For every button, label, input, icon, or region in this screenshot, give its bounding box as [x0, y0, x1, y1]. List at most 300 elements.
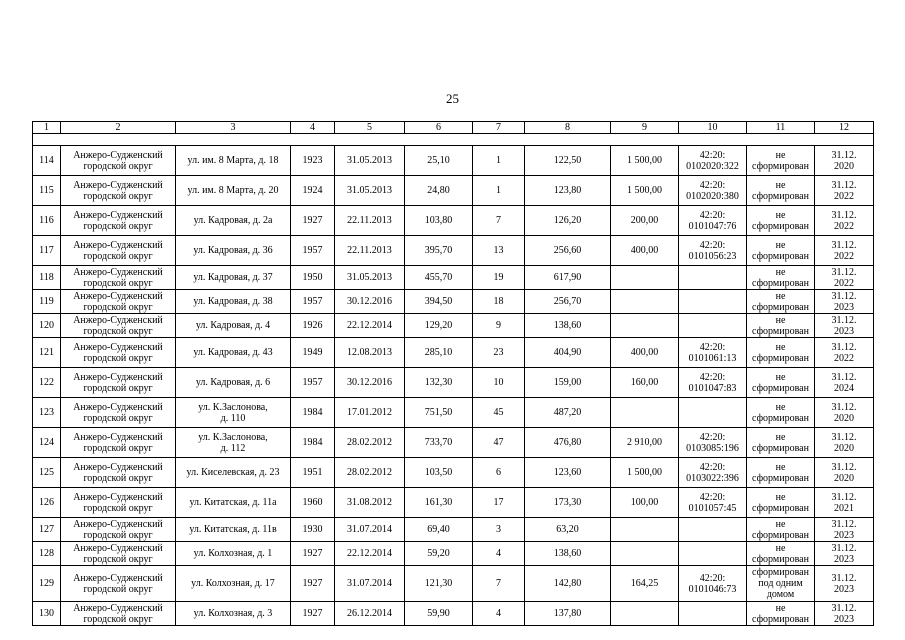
cost-cell: 1 500,00: [611, 458, 679, 488]
municipality-cell-line: городской округ: [83, 352, 153, 364]
status-cell: [747, 518, 815, 542]
address-cell: [176, 176, 291, 206]
cadastral-number-cell: [679, 518, 747, 542]
year-cell: 1927: [291, 206, 335, 236]
cost-cell: 100,00: [611, 488, 679, 518]
status-cell-line: сформирован: [752, 325, 809, 337]
residents-cell: 1: [473, 146, 525, 176]
address-cell-line: ул. им. 8 Марта, д. 20: [187, 185, 279, 196]
status-cell-line: сформирован: [752, 472, 809, 484]
area-cell: 285,10: [405, 338, 473, 368]
table-row: [33, 266, 874, 290]
address-cell: [176, 488, 291, 518]
address-cell: [176, 602, 291, 626]
cost-cell: 1 500,00: [611, 146, 679, 176]
cost-cell: 1 500,00: [611, 176, 679, 206]
municipality-cell: [61, 488, 176, 518]
cadastral-number-cell: [679, 566, 747, 602]
status-cell-line: домом: [766, 589, 795, 600]
address-cell-line: д. 110: [220, 412, 246, 424]
municipality-cell-line: Анжеро-Судженский: [73, 518, 163, 530]
deadline-cell-line: 31.12.: [831, 149, 857, 161]
address-cell: [176, 146, 291, 176]
cadastral-number-cell: [679, 176, 747, 206]
table-row: [33, 338, 874, 368]
status-cell-line: сформирован: [752, 190, 809, 202]
status-cell-line: сформирован: [752, 529, 809, 541]
deadline-cell-line: 31.12.: [831, 179, 857, 191]
municipality-cell-line: Анжеро-Судженский: [73, 491, 163, 503]
address-cell-line: ул. К.Заслонова,: [198, 401, 268, 413]
row-number-cell: 120: [33, 314, 61, 338]
municipality-cell-line: Анжеро-Судженский: [73, 572, 163, 584]
deadline-cell-line: 2023: [834, 583, 854, 595]
cadastral-number-cell-line: 42:20:: [699, 149, 726, 161]
status-cell-line: не: [775, 314, 786, 326]
deadline-cell-line: 2020: [834, 160, 854, 172]
status-cell: [747, 458, 815, 488]
municipality-cell-line: городской округ: [83, 412, 153, 424]
deadline-cell-line: 2023: [834, 529, 854, 541]
cadastral-number-cell-line: 42:20:: [699, 371, 726, 383]
deadline-cell-line: 31.12.: [831, 266, 857, 278]
area2-cell: 123,80: [525, 176, 611, 206]
date-cell: 28.02.2012: [335, 458, 405, 488]
year-cell: 1949: [291, 338, 335, 368]
deadline-cell-line: 31.12.: [831, 239, 857, 251]
municipality-cell-line: Анжеро-Судженский: [73, 542, 163, 554]
row-number-cell: 115: [33, 176, 61, 206]
table-row: [33, 176, 874, 206]
area-cell: 59,90: [405, 602, 473, 626]
date-cell: 28.02.2012: [335, 428, 405, 458]
status-cell-line: сформирован: [752, 382, 809, 394]
deadline-cell: [815, 338, 874, 368]
date-cell: 22.11.2013: [335, 206, 405, 236]
address-cell-line: ул. Кадровая, д. 36: [193, 245, 273, 256]
date-cell: 12.08.2013: [335, 338, 405, 368]
column-header: 8: [525, 122, 611, 134]
year-cell: 1951: [291, 458, 335, 488]
area2-cell: 122,50: [525, 146, 611, 176]
residents-cell: 1: [473, 176, 525, 206]
status-cell: [747, 236, 815, 266]
address-cell: [176, 368, 291, 398]
address-cell: [176, 518, 291, 542]
cadastral-number-cell-line: 0101047:83: [688, 382, 737, 394]
residents-cell: 6: [473, 458, 525, 488]
date-cell: 26.12.2014: [335, 602, 405, 626]
cadastral-number-cell: [679, 146, 747, 176]
status-cell-line: не: [775, 179, 786, 191]
table-row: [33, 518, 874, 542]
date-cell: 30.12.2016: [335, 290, 405, 314]
deadline-cell: [815, 146, 874, 176]
status-cell-line: сформирован: [752, 160, 809, 172]
municipality-cell: [61, 398, 176, 428]
residents-cell: 3: [473, 518, 525, 542]
municipality-cell-line: городской округ: [83, 277, 153, 289]
address-cell: [176, 428, 291, 458]
municipality-cell: [61, 566, 176, 602]
column-header: 7: [473, 122, 525, 134]
address-cell-line: ул. Колхозная, д. 3: [193, 608, 273, 619]
deadline-cell-line: 2023: [834, 613, 854, 625]
status-cell-line: сформирован: [752, 301, 809, 313]
status-cell: [747, 398, 815, 428]
municipality-cell-line: Анжеро-Судженский: [73, 431, 163, 443]
municipality-cell: [61, 338, 176, 368]
cadastral-number-cell-line: 0101061:13: [688, 352, 737, 364]
cadastral-number-cell: [679, 266, 747, 290]
address-cell-line: ул. Кадровая, д. 6: [195, 377, 271, 388]
deadline-cell-line: 31.12.: [831, 314, 857, 326]
table-row: [33, 290, 874, 314]
column-header: 10: [679, 122, 747, 134]
municipality-cell-line: Анжеро-Судженский: [73, 290, 163, 302]
area2-cell: 256,70: [525, 290, 611, 314]
status-cell-line: не: [775, 149, 786, 161]
address-cell-line: ул. Китатская, д. 11а: [189, 497, 277, 508]
residents-cell: 17: [473, 488, 525, 518]
residents-cell: 4: [473, 602, 525, 626]
cadastral-number-cell-line: 0103022:396: [686, 472, 739, 484]
cadastral-number-cell-line: 42:20:: [699, 239, 726, 251]
year-cell: 1923: [291, 146, 335, 176]
cadastral-number-cell: [679, 314, 747, 338]
area2-cell: 617,90: [525, 266, 611, 290]
status-cell-line: не: [775, 371, 786, 383]
year-cell: 1950: [291, 266, 335, 290]
municipality-cell-line: Анжеро-Судженский: [73, 341, 163, 353]
municipality-cell: [61, 458, 176, 488]
municipality-cell-line: Анжеро-Судженский: [73, 239, 163, 251]
status-cell: [747, 146, 815, 176]
area2-cell: 63,20: [525, 518, 611, 542]
status-cell: [747, 176, 815, 206]
deadline-cell-line: 2020: [834, 472, 854, 484]
deadline-cell-line: 2020: [834, 412, 854, 424]
year-cell: 1957: [291, 290, 335, 314]
table-row: [33, 542, 874, 566]
address-cell-line: д. 112: [220, 442, 246, 454]
municipality-cell-line: городской округ: [83, 502, 153, 514]
status-cell-line: сформирован: [752, 277, 809, 289]
address-cell-line: ул. Колхозная, д. 17: [191, 578, 275, 589]
deadline-cell: [815, 314, 874, 338]
deadline-cell-line: 31.12.: [831, 572, 857, 584]
deadline-cell: [815, 518, 874, 542]
address-cell: [176, 206, 291, 236]
address-cell-line: ул. Кадровая, д. 2а: [193, 215, 273, 226]
deadline-cell: [815, 290, 874, 314]
page-number: 25: [446, 91, 459, 106]
year-cell: 1927: [291, 602, 335, 626]
residents-cell: 4: [473, 542, 525, 566]
municipality-cell: [61, 290, 176, 314]
address-cell-line: ул. Кадровая, д. 37: [193, 272, 273, 283]
residents-cell: 45: [473, 398, 525, 428]
table-row: [33, 458, 874, 488]
area-cell: 59,20: [405, 542, 473, 566]
cadastral-number-cell-line: 0102020:322: [686, 160, 739, 172]
status-cell-line: не: [775, 461, 786, 473]
area-cell: 69,40: [405, 518, 473, 542]
area-cell: 25,10: [405, 146, 473, 176]
row-number-cell: 116: [33, 206, 61, 236]
cost-cell: 160,00: [611, 368, 679, 398]
cadastral-number-cell-line: 42:20:: [699, 461, 726, 473]
status-cell-line: не: [775, 431, 786, 443]
deadline-cell-line: 31.12.: [831, 491, 857, 503]
deadline-cell-line: 31.12.: [831, 461, 857, 473]
cadastral-number-cell-line: 42:20:: [699, 209, 726, 221]
municipality-cell-line: городской округ: [83, 442, 153, 454]
deadline-cell: [815, 398, 874, 428]
date-cell: 31.07.2014: [335, 518, 405, 542]
year-cell: 1927: [291, 542, 335, 566]
table-row: [33, 428, 874, 458]
cadastral-number-cell-line: 42:20:: [699, 572, 726, 584]
area-cell: 103,50: [405, 458, 473, 488]
area2-cell: 173,30: [525, 488, 611, 518]
address-cell: [176, 236, 291, 266]
column-header: 4: [291, 122, 335, 134]
deadline-cell: [815, 206, 874, 236]
date-cell: 22.11.2013: [335, 236, 405, 266]
cadastral-number-cell-line: 42:20:: [699, 431, 726, 443]
status-cell: [747, 488, 815, 518]
area2-cell: 123,60: [525, 458, 611, 488]
cadastral-number-cell-line: 42:20:: [699, 341, 726, 353]
status-cell-line: не: [775, 602, 786, 614]
residents-cell: 47: [473, 428, 525, 458]
row-number-cell: 130: [33, 602, 61, 626]
status-cell-line: не: [775, 290, 786, 302]
cadastral-number-cell-line: 42:20:: [699, 179, 726, 191]
residents-cell: 10: [473, 368, 525, 398]
deadline-cell-line: 31.12.: [831, 401, 857, 413]
municipality-cell-line: городской округ: [83, 553, 153, 565]
cadastral-number-cell-line: 0101056:23: [688, 250, 737, 262]
municipality-cell: [61, 368, 176, 398]
address-cell-line: ул. Кадровая, д. 4: [195, 320, 271, 331]
status-cell: [747, 368, 815, 398]
deadline-cell-line: 31.12.: [831, 542, 857, 554]
area-cell: 103,80: [405, 206, 473, 236]
area-cell: 455,70: [405, 266, 473, 290]
table-row: [33, 566, 874, 602]
area2-cell: 256,60: [525, 236, 611, 266]
municipality-cell: [61, 266, 176, 290]
residents-cell: 23: [473, 338, 525, 368]
municipality-cell: [61, 236, 176, 266]
area2-cell: 126,20: [525, 206, 611, 236]
municipality-cell-line: городской округ: [83, 583, 153, 595]
municipality-cell-line: Анжеро-Судженский: [73, 149, 163, 161]
cost-cell: 2 910,00: [611, 428, 679, 458]
municipality-cell: [61, 428, 176, 458]
column-header: 1: [33, 122, 61, 134]
column-header: 11: [747, 122, 815, 134]
row-number-cell: 123: [33, 398, 61, 428]
area-cell: 733,70: [405, 428, 473, 458]
status-cell-line: не: [775, 401, 786, 413]
municipality-cell-line: Анжеро-Судженский: [73, 401, 163, 413]
address-cell: [176, 398, 291, 428]
deadline-cell-line: 31.12.: [831, 518, 857, 530]
cost-cell: [611, 314, 679, 338]
deadline-cell: [815, 566, 874, 602]
address-cell: [176, 266, 291, 290]
status-cell-line: не: [775, 542, 786, 554]
area-cell: 129,20: [405, 314, 473, 338]
deadline-cell: [815, 458, 874, 488]
year-cell: 1984: [291, 428, 335, 458]
column-header: 5: [335, 122, 405, 134]
cadastral-number-cell: [679, 542, 747, 566]
municipality-cell-line: городской округ: [83, 220, 153, 232]
cost-cell: [611, 602, 679, 626]
deadline-cell: [815, 266, 874, 290]
column-header: 12: [815, 122, 874, 134]
status-cell-line: не: [775, 491, 786, 503]
cost-cell: [611, 398, 679, 428]
year-cell: 1957: [291, 368, 335, 398]
municipality-cell-line: Анжеро-Судженский: [73, 209, 163, 221]
area-cell: 394,50: [405, 290, 473, 314]
deadline-cell-line: 31.12.: [831, 431, 857, 443]
column-header: 6: [405, 122, 473, 134]
status-cell-line: не: [775, 341, 786, 353]
deadline-cell: [815, 236, 874, 266]
cadastral-number-cell-line: 0101047:76: [688, 220, 737, 232]
area2-cell: 142,80: [525, 566, 611, 602]
table-row: [33, 602, 874, 626]
municipality-cell-line: Анжеро-Судженский: [73, 602, 163, 614]
cadastral-number-cell-line: 0101057:45: [688, 502, 737, 514]
residents-cell: 7: [473, 566, 525, 602]
status-cell: [747, 542, 815, 566]
table-row: [33, 206, 874, 236]
row-number-cell: 128: [33, 542, 61, 566]
status-cell: [747, 428, 815, 458]
date-cell: 31.05.2013: [335, 146, 405, 176]
year-cell: 1924: [291, 176, 335, 206]
year-cell: 1926: [291, 314, 335, 338]
address-cell: [176, 542, 291, 566]
status-cell-line: сформирован: [752, 442, 809, 454]
municipality-cell-line: городской округ: [83, 529, 153, 541]
municipality-cell-line: Анжеро-Судженский: [73, 314, 163, 326]
header-gap-row: [33, 134, 874, 146]
column-header: 9: [611, 122, 679, 134]
column-header: 3: [176, 122, 291, 134]
residents-cell: 18: [473, 290, 525, 314]
area-cell: 121,30: [405, 566, 473, 602]
address-cell-line: ул. Китатская, д. 11в: [189, 524, 277, 535]
status-cell-line: не: [775, 239, 786, 251]
municipality-cell-line: городской округ: [83, 250, 153, 262]
cadastral-number-cell: [679, 458, 747, 488]
column-number-header-row: [33, 122, 874, 134]
status-cell: [747, 266, 815, 290]
cadastral-number-cell: [679, 338, 747, 368]
table-row: [33, 368, 874, 398]
municipality-cell-line: городской округ: [83, 382, 153, 394]
cost-cell: 400,00: [611, 236, 679, 266]
cost-cell: [611, 542, 679, 566]
year-cell: 1957: [291, 236, 335, 266]
residents-cell: 9: [473, 314, 525, 338]
date-cell: 31.07.2014: [335, 566, 405, 602]
address-cell-line: ул. Киселевская, д. 23: [186, 467, 280, 478]
status-cell-line: не: [775, 266, 786, 278]
deadline-cell: [815, 176, 874, 206]
deadline-cell-line: 31.12.: [831, 371, 857, 383]
row-number-cell: 126: [33, 488, 61, 518]
address-cell: [176, 566, 291, 602]
residents-cell: 19: [473, 266, 525, 290]
municipality-cell: [61, 206, 176, 236]
status-cell-line: сформирован: [752, 412, 809, 424]
cadastral-number-cell-line: 0103085:196: [686, 442, 739, 454]
area2-cell: 138,60: [525, 314, 611, 338]
municipality-cell-line: городской округ: [83, 472, 153, 484]
municipality-cell-line: Анжеро-Судженский: [73, 371, 163, 383]
deadline-cell-line: 2020: [834, 442, 854, 454]
cadastral-number-cell-line: 0102020:380: [686, 190, 739, 202]
cadastral-number-cell: [679, 428, 747, 458]
table-row: [33, 146, 874, 176]
deadline-cell-line: 2024: [834, 382, 854, 394]
deadline-cell-line: 2021: [834, 502, 854, 514]
municipality-cell-line: городской округ: [83, 325, 153, 337]
cost-cell: 200,00: [611, 206, 679, 236]
deadline-cell-line: 31.12.: [831, 290, 857, 302]
date-cell: 17.01.2012: [335, 398, 405, 428]
cadastral-number-cell-line: 0101046:73: [688, 583, 737, 595]
row-number-cell: 122: [33, 368, 61, 398]
municipality-cell-line: Анжеро-Судженский: [73, 461, 163, 473]
deadline-cell: [815, 602, 874, 626]
year-cell: 1927: [291, 566, 335, 602]
row-number-cell: 127: [33, 518, 61, 542]
cadastral-number-cell: [679, 488, 747, 518]
date-cell: 31.05.2013: [335, 266, 405, 290]
date-cell: 31.08.2012: [335, 488, 405, 518]
date-cell: 22.12.2014: [335, 542, 405, 566]
date-cell: 31.05.2013: [335, 176, 405, 206]
address-cell: [176, 458, 291, 488]
cadastral-number-cell: [679, 290, 747, 314]
cadastral-number-cell-line: 42:20:: [699, 491, 726, 503]
table-row: [33, 314, 874, 338]
deadline-cell: [815, 428, 874, 458]
deadline-cell-line: 31.12.: [831, 602, 857, 614]
cost-cell: [611, 518, 679, 542]
municipality-cell: [61, 314, 176, 338]
municipality-cell-line: городской округ: [83, 190, 153, 202]
deadline-cell-line: 2023: [834, 553, 854, 565]
area2-cell: 137,80: [525, 602, 611, 626]
area2-cell: 159,00: [525, 368, 611, 398]
status-cell: [747, 338, 815, 368]
row-number-cell: 117: [33, 236, 61, 266]
deadline-cell-line: 2022: [834, 277, 854, 289]
cadastral-number-cell: [679, 368, 747, 398]
table-row: [33, 488, 874, 518]
